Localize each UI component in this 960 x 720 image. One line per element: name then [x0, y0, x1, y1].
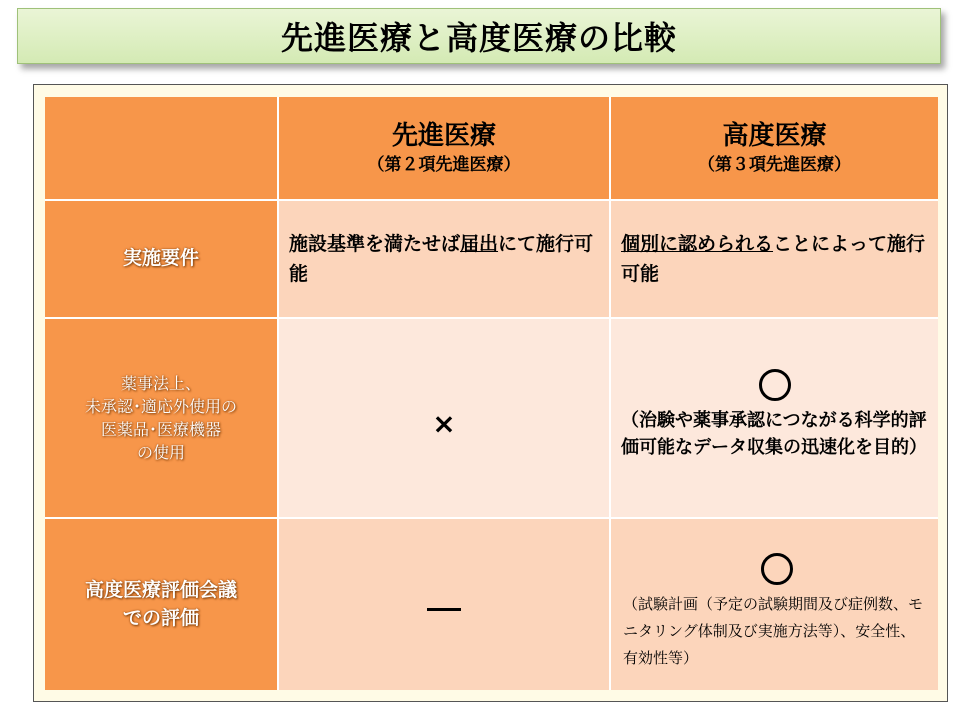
column-header-senshin — [279, 97, 611, 201]
cell-unapproved-senshin — [279, 319, 611, 519]
row-header-evaluation — [45, 519, 279, 690]
cell-evaluation-koudo — [611, 519, 938, 690]
requirements-senshin-text-2: 届出 — [460, 233, 499, 255]
row-header-unapproved-line-4: の使用 — [136, 443, 185, 463]
cell-requirements-koudo — [611, 201, 938, 319]
row-header-unapproved-line-1: 薬事法上、 — [120, 373, 201, 393]
requirements-koudo-text-1: 個別に認められる — [621, 233, 774, 255]
dash-mark — [427, 608, 461, 611]
cell-requirements-senshin — [279, 201, 611, 319]
row-header-unapproved-use — [45, 319, 279, 519]
slide-title: 先進医療と高度医療の比較 — [17, 8, 941, 64]
column-subtitle-koudo: （第３項先進医療） — [698, 155, 851, 175]
column-title-senshin: 先進医療 — [391, 121, 496, 151]
row-header-unapproved-line-2: 未承認･適応外使用の — [84, 396, 237, 416]
requirements-senshin-text-3: にて施行可能 — [289, 233, 594, 285]
column-title-koudo: 高度医療 — [722, 121, 827, 151]
cross-mark: × — [432, 406, 456, 440]
comparison-table — [45, 97, 938, 690]
requirements-senshin-text-1: 施設基準を満たせば — [289, 233, 461, 255]
unapproved-koudo-note: （治験や薬事承認につながる科学的評価可能なデータ収集の迅速化を目的） — [621, 410, 927, 458]
row-header-evaluation-line-1: 高度医療評価会議 — [84, 578, 237, 601]
row-header-unapproved-line-3: 医薬品･医療機器 — [100, 420, 221, 439]
circle-mark-icon — [761, 553, 793, 585]
cell-unapproved-koudo — [611, 319, 938, 519]
requirements-koudo-text-2: ことによって施行可能 — [621, 233, 926, 285]
column-subtitle-senshin: （第２項先進医療） — [367, 155, 521, 175]
cell-evaluation-senshin — [279, 519, 611, 690]
circle-mark-icon — [759, 369, 791, 401]
evaluation-koudo-note: （試験計画（予定の試験期間及び症例数、モニタリング体制及び実施方法等）、安全性、有効性等） — [623, 595, 924, 667]
corner-header — [45, 97, 279, 201]
row-header-evaluation-line-2: での評価 — [122, 606, 199, 629]
column-header-koudo — [611, 97, 938, 201]
row-header-requirements: 実施要件 — [45, 201, 279, 319]
